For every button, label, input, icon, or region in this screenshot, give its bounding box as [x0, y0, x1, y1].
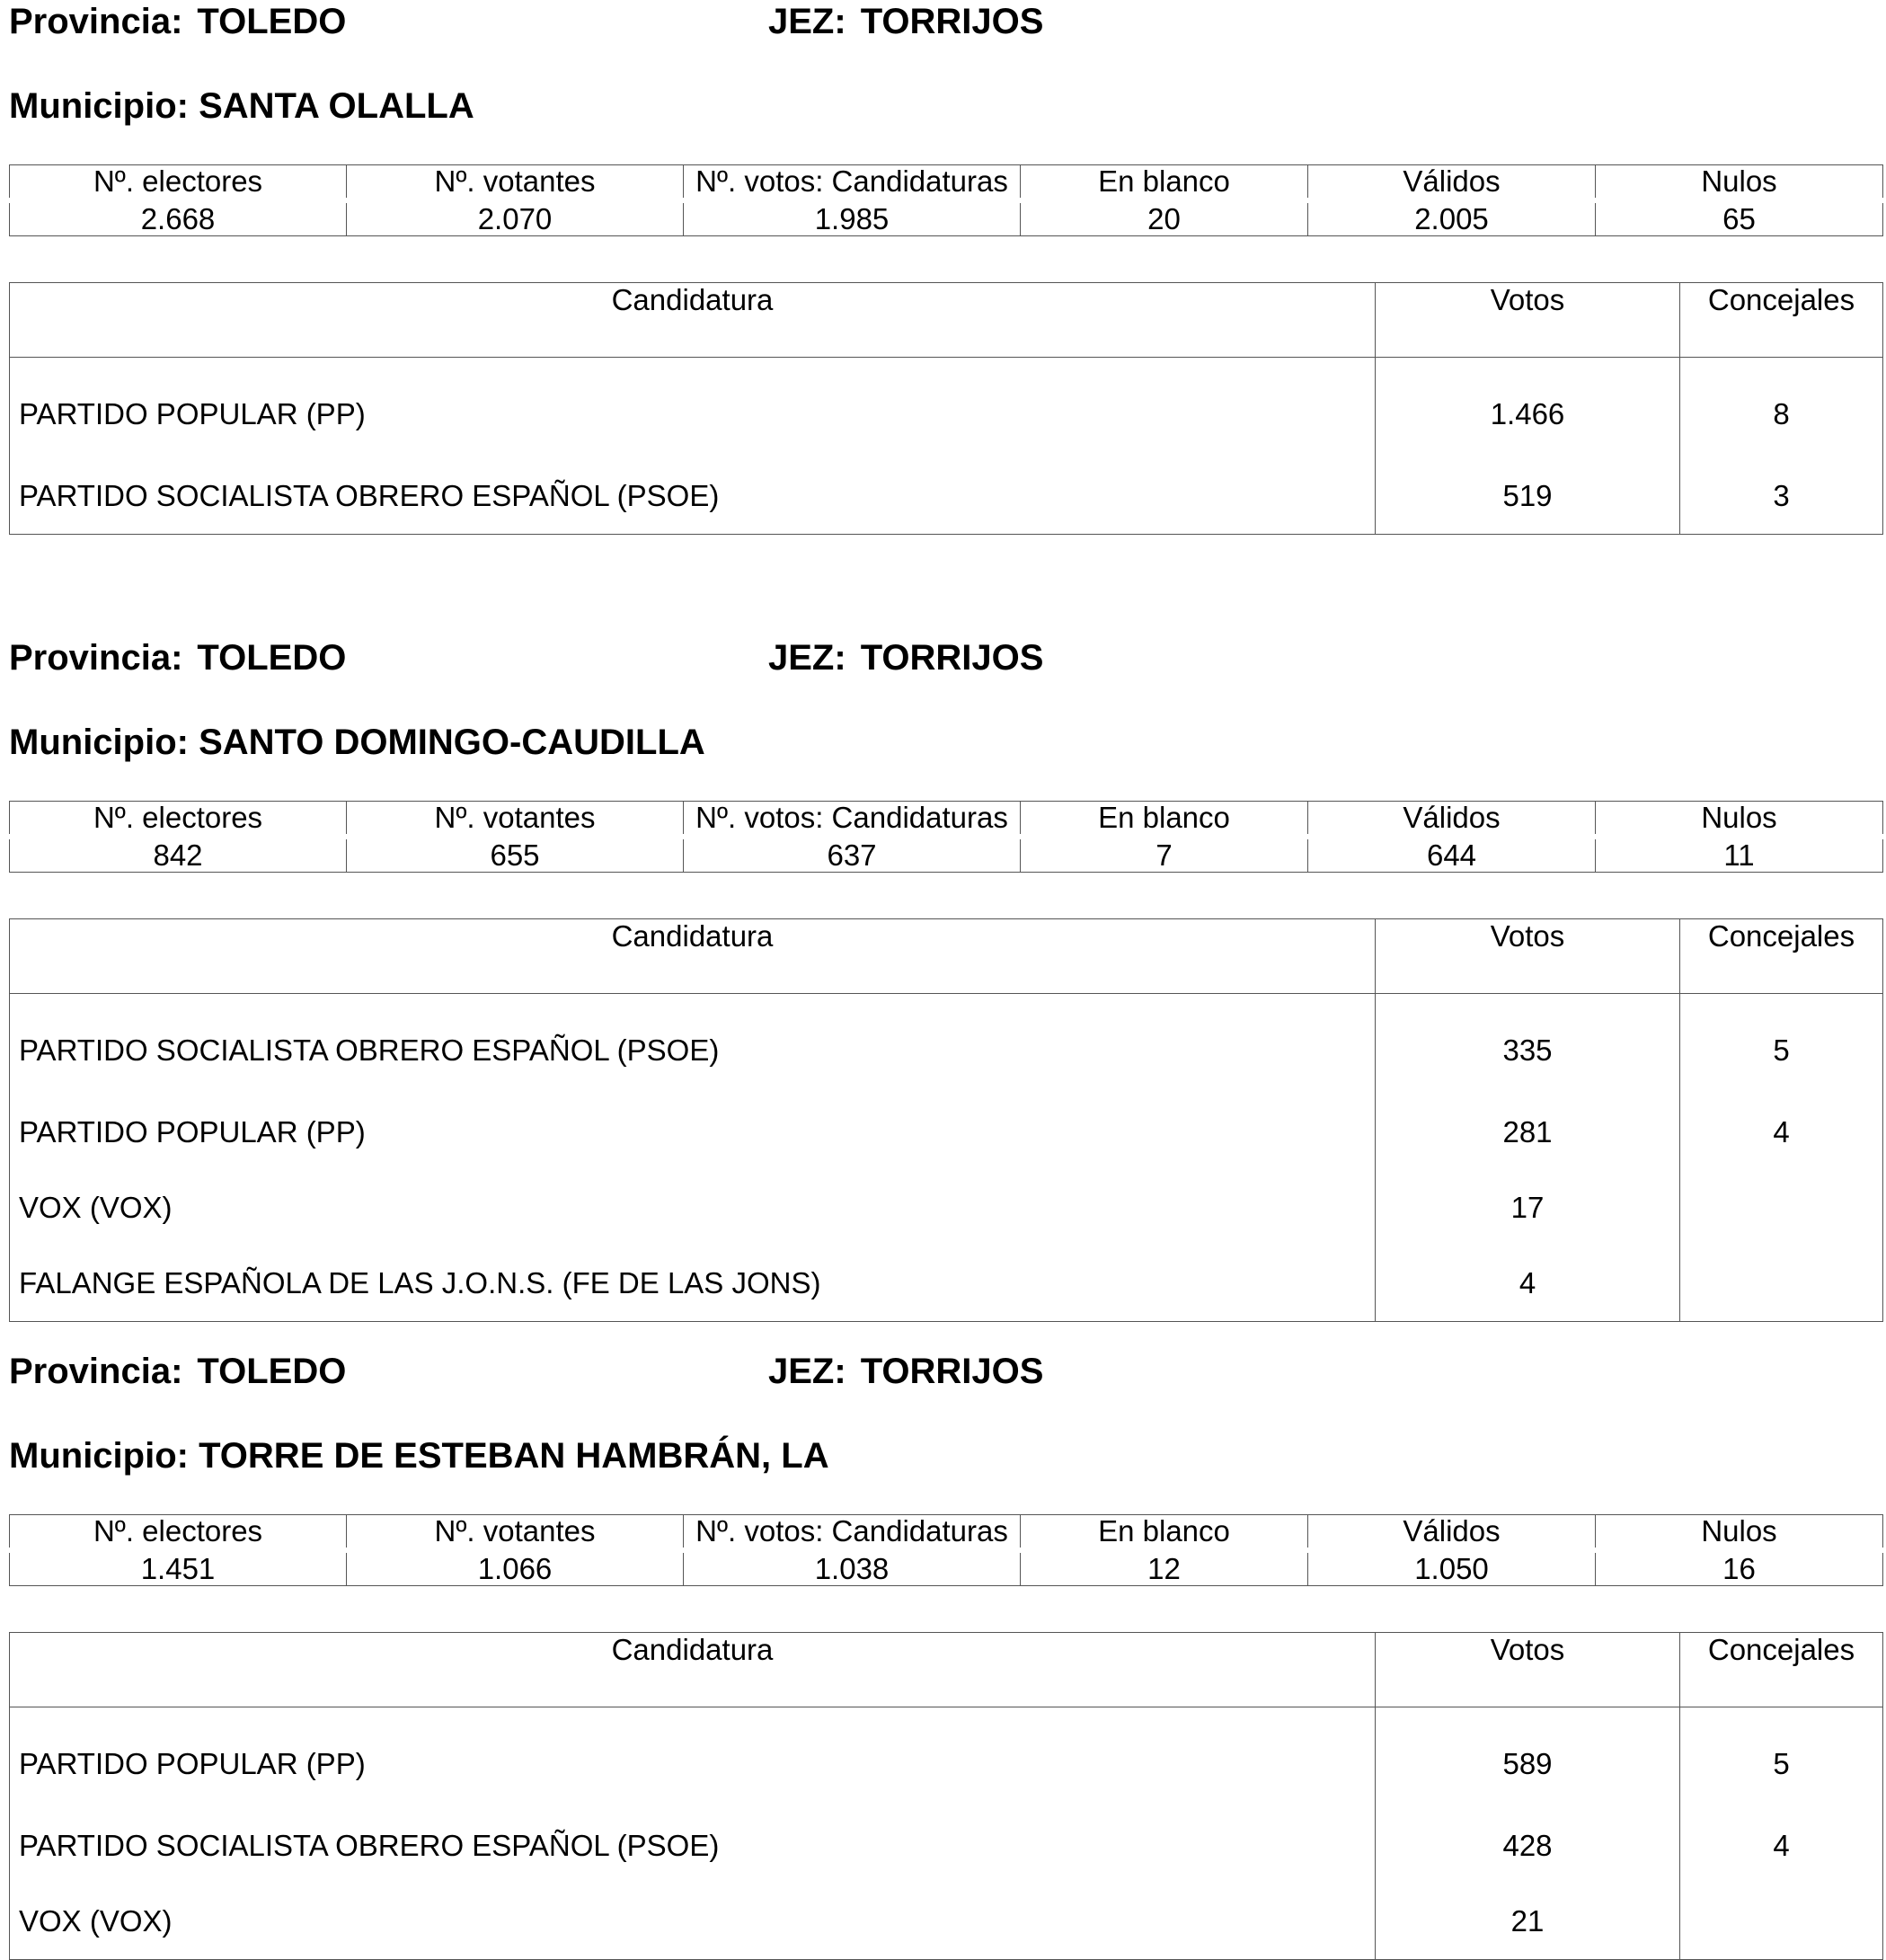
summary-header-cell: Nº. votantes — [347, 165, 684, 201]
candidate-name: FALANGE ESPAÑOLA DE LAS J.O.N.S. (FE DE LAS JONS) — [10, 1246, 1376, 1322]
summary-value-cell: 2.668 — [10, 200, 347, 236]
summary-header-cell: Válidos — [1308, 165, 1596, 201]
summary-header-cell: Nulos — [1596, 1515, 1883, 1551]
jez-line — [768, 0, 1043, 43]
results-header-cell: Candidatura — [10, 1633, 1376, 1707]
jez-line — [768, 1350, 1043, 1393]
candidate-name: PARTIDO SOCIALISTA OBRERO ESPAÑOL (PSOE) — [10, 1808, 1376, 1884]
summary-header-cell: Nº. votos: Candidaturas — [684, 165, 1021, 201]
candidate-seats — [1680, 1246, 1883, 1322]
candidate-votes: 281 — [1376, 1095, 1680, 1170]
municipio-value: SANTO DOMINGO-CAUDILLA — [199, 723, 705, 762]
candidate-votes: 21 — [1376, 1884, 1680, 1960]
summary-header-cell: Nulos — [1596, 165, 1883, 201]
provincia-line — [9, 0, 346, 43]
results-table — [9, 282, 1883, 535]
summary-table — [9, 164, 1883, 236]
municipio-line — [9, 721, 705, 764]
candidate-votes: 428 — [1376, 1808, 1680, 1884]
summary-value-cell: 11 — [1596, 837, 1883, 873]
provincia-value: TOLEDO — [197, 2, 347, 41]
provincia-line — [9, 1350, 346, 1393]
candidate-votes: 17 — [1376, 1170, 1680, 1246]
summary-header-cell: En blanco — [1021, 1515, 1308, 1551]
jez-value: TORRIJOS — [860, 638, 1044, 678]
summary-value-cell: 2.005 — [1308, 200, 1596, 236]
results-table — [9, 1632, 1883, 1960]
candidate-votes: 4 — [1376, 1246, 1680, 1322]
summary-value-cell: 1.066 — [347, 1550, 684, 1586]
summary-table — [9, 801, 1883, 873]
municipio-line — [9, 1434, 829, 1477]
results-header-cell: Concejales — [1680, 1633, 1883, 1707]
summary-values-row — [10, 1550, 1883, 1586]
municipio-line — [9, 84, 474, 128]
summary-value-cell: 20 — [1021, 200, 1308, 236]
results-table — [9, 918, 1883, 1322]
summary-value-cell: 16 — [1596, 1550, 1883, 1586]
summary-header-cell: En blanco — [1021, 165, 1308, 201]
summary-value-cell: 655 — [347, 837, 684, 873]
summary-header-row — [10, 802, 1883, 838]
results-header-cell: Candidatura — [10, 919, 1376, 994]
results-header-row — [10, 919, 1883, 994]
jez-line — [768, 636, 1043, 679]
provincia-value: TOLEDO — [197, 1352, 347, 1391]
provincia-line — [9, 636, 346, 679]
summary-header-cell: Nº. votos: Candidaturas — [684, 1515, 1021, 1551]
candidate-name: VOX (VOX) — [10, 1884, 1376, 1960]
jez-value: TORRIJOS — [860, 1352, 1044, 1391]
candidate-row — [10, 994, 1883, 1095]
results-header-cell: Votos — [1376, 919, 1680, 994]
candidate-name: PARTIDO POPULAR (PP) — [10, 1707, 1376, 1809]
summary-header-cell: Nº. electores — [10, 1515, 347, 1551]
candidate-seats — [1680, 1170, 1883, 1246]
candidate-name: PARTIDO POPULAR (PP) — [10, 1095, 1376, 1170]
summary-values-row — [10, 837, 1883, 873]
candidate-seats: 4 — [1680, 1808, 1883, 1884]
candidate-row — [10, 1095, 1883, 1170]
results-header-cell: Votos — [1376, 1633, 1680, 1707]
results-header-cell: Candidatura — [10, 283, 1376, 358]
candidate-name: PARTIDO POPULAR (PP) — [10, 358, 1376, 459]
summary-value-cell: 644 — [1308, 837, 1596, 873]
summary-value-cell: 842 — [10, 837, 347, 873]
results-header-row — [10, 1633, 1883, 1707]
summary-value-cell: 12 — [1021, 1550, 1308, 1586]
summary-table — [9, 1514, 1883, 1586]
summary-value-cell: 2.070 — [347, 200, 684, 236]
jez-label: JEZ: — [768, 1352, 846, 1391]
summary-header-cell: Nº. electores — [10, 802, 347, 838]
summary-value-cell: 1.038 — [684, 1550, 1021, 1586]
summary-header-cell: Válidos — [1308, 802, 1596, 838]
summary-header-cell: Nº. votos: Candidaturas — [684, 802, 1021, 838]
candidate-name: VOX (VOX) — [10, 1170, 1376, 1246]
candidate-name: PARTIDO SOCIALISTA OBRERO ESPAÑOL (PSOE) — [10, 458, 1376, 535]
jez-label: JEZ: — [768, 2, 846, 41]
candidate-votes: 589 — [1376, 1707, 1680, 1809]
municipio-label: Municipio: — [9, 1436, 189, 1476]
candidate-seats: 5 — [1680, 994, 1883, 1095]
candidate-seats: 5 — [1680, 1707, 1883, 1809]
jez-label: JEZ: — [768, 638, 846, 678]
summary-header-cell: Nulos — [1596, 802, 1883, 838]
summary-header-cell: Nº. votantes — [347, 1515, 684, 1551]
candidate-row — [10, 358, 1883, 459]
summary-values-row — [10, 200, 1883, 236]
summary-value-cell: 1.451 — [10, 1550, 347, 1586]
summary-value-cell: 1.050 — [1308, 1550, 1596, 1586]
municipio-label: Municipio: — [9, 86, 189, 126]
summary-value-cell: 7 — [1021, 837, 1308, 873]
candidate-row — [10, 1246, 1883, 1322]
summary-header-cell: Válidos — [1308, 1515, 1596, 1551]
provincia-label: Provincia: — [9, 1352, 183, 1391]
candidate-row — [10, 1884, 1883, 1960]
results-header-row — [10, 283, 1883, 358]
municipio-value: TORRE DE ESTEBAN HAMBRÁN, LA — [199, 1436, 829, 1476]
provincia-label: Provincia: — [9, 2, 183, 41]
candidate-row — [10, 1170, 1883, 1246]
summary-header-cell: Nº. electores — [10, 165, 347, 201]
summary-value-cell: 1.985 — [684, 200, 1021, 236]
summary-value-cell: 637 — [684, 837, 1021, 873]
summary-header-row — [10, 1515, 1883, 1551]
provincia-label: Provincia: — [9, 638, 183, 678]
summary-header-cell: Nº. votantes — [347, 802, 684, 838]
jez-value: TORRIJOS — [860, 2, 1044, 41]
summary-value-cell: 65 — [1596, 200, 1883, 236]
candidate-row — [10, 1808, 1883, 1884]
candidate-votes: 1.466 — [1376, 358, 1680, 459]
candidate-votes: 335 — [1376, 994, 1680, 1095]
summary-header-row — [10, 165, 1883, 201]
results-header-cell: Votos — [1376, 283, 1680, 358]
candidate-votes: 519 — [1376, 458, 1680, 535]
candidate-seats: 8 — [1680, 358, 1883, 459]
provincia-value: TOLEDO — [197, 638, 347, 678]
summary-header-cell: En blanco — [1021, 802, 1308, 838]
candidate-seats: 4 — [1680, 1095, 1883, 1170]
results-header-cell: Concejales — [1680, 919, 1883, 994]
results-header-cell: Concejales — [1680, 283, 1883, 358]
candidate-seats — [1680, 1884, 1883, 1960]
candidate-row — [10, 1707, 1883, 1809]
candidate-name: PARTIDO SOCIALISTA OBRERO ESPAÑOL (PSOE) — [10, 994, 1376, 1095]
municipio-label: Municipio: — [9, 723, 189, 762]
candidate-seats: 3 — [1680, 458, 1883, 535]
candidate-row — [10, 458, 1883, 535]
municipio-value: SANTA OLALLA — [199, 86, 474, 126]
